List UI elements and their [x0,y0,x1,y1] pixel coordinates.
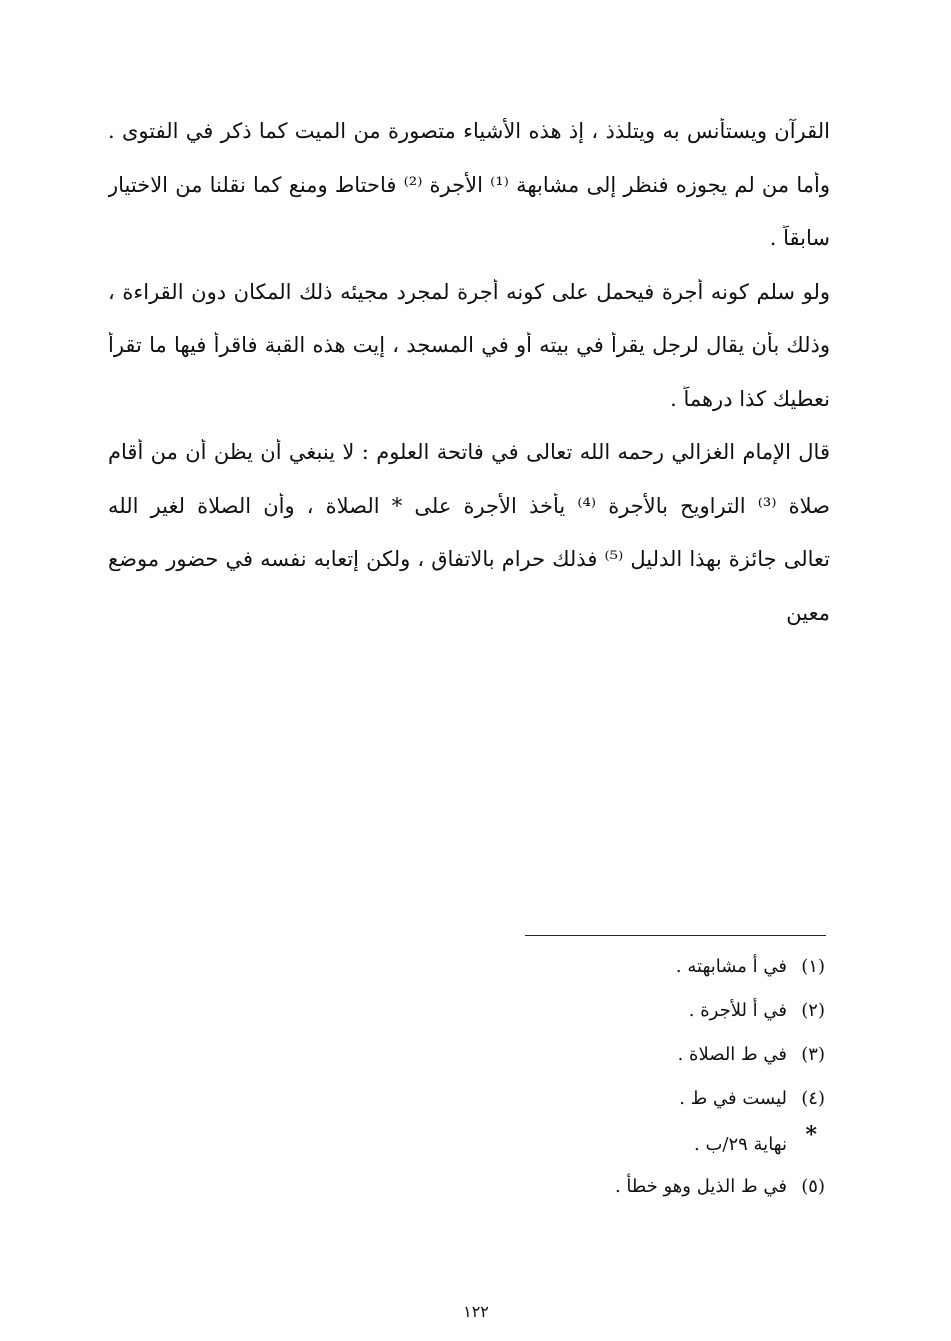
text-line: وذلك بأن يقال لرجل يقرأ في بيته أو في المسجد ، إيت هذه القبة فاقرأ فيها ما تقرأ [108,333,830,357]
text-line: القرآن ويستأنس به ويتلذذ ، إذ هذه الأشياء متصورة من الميت كما ذكر في الفتوى . [108,119,830,143]
footnote-text: في ط الذيل وهو خطأ . [614,1176,787,1197]
footnote-number: (٢) [801,1000,825,1021]
footnote-text: في أ مشابهته . [675,956,787,977]
footnote-divider [525,935,826,936]
footnote-item [420,955,825,979]
main-text [108,118,830,653]
footnote-number: (٣) [801,1044,825,1065]
text-line: وأما من لم يجوزه فنظر إلى مشابهة ⁽¹⁾ الأجرة ⁽²⁾ فاحتاط ومنع كما نقلنا من الاختيار [108,172,830,197]
text-line: سابقاً . [769,226,830,250]
footnote-text: نهاية ٢٩/ب . [694,1134,787,1155]
footnote-item [420,1122,825,1155]
footnote-item [420,1175,825,1199]
text-line: تعالى جائزة بهذا الدليل ⁽⁵⁾ فذلك حرام بالاتفاق ، ولكن إتعابه نفسه في حضور موضع [108,547,830,571]
footnote-number: (٤) [801,1088,825,1109]
asterisk-marker: * [805,1122,817,1148]
text-line: ولو سلم كونه أجرة فيحمل على كونه أجرة لمجرد مجيئه ذلك المكان دون القراءة ، [108,279,830,304]
text-line: صلاة ⁽³⁾ التراويح بالأجرة ⁽⁴⁾ يأخذ الأجرة على * الصلاة ، وأن الصلاة لغير الله [108,493,830,518]
page-number: ١٢٢ [463,1302,489,1321]
text-line: نعطيك كذا درهماً . [670,386,830,411]
text-line: قال الإمام الغزالي رحمه الله تعالى في فاتحة العلوم : لا ينبغي أن يظن أن من أقام [108,440,830,464]
footnote-item [420,1087,825,1111]
text-line: معين [786,600,830,625]
footnote-item [420,1043,825,1067]
footnote-number: (٥) [801,1176,825,1197]
footnote-item [420,999,825,1023]
footnotes [420,955,825,1219]
footnote-text: في ط الصلاة . [677,1044,787,1065]
footnote-number: (١) [801,956,825,977]
footnote-text: ليست في ط . [679,1088,787,1109]
footnote-text: في أ للأجرة . [688,1000,787,1021]
